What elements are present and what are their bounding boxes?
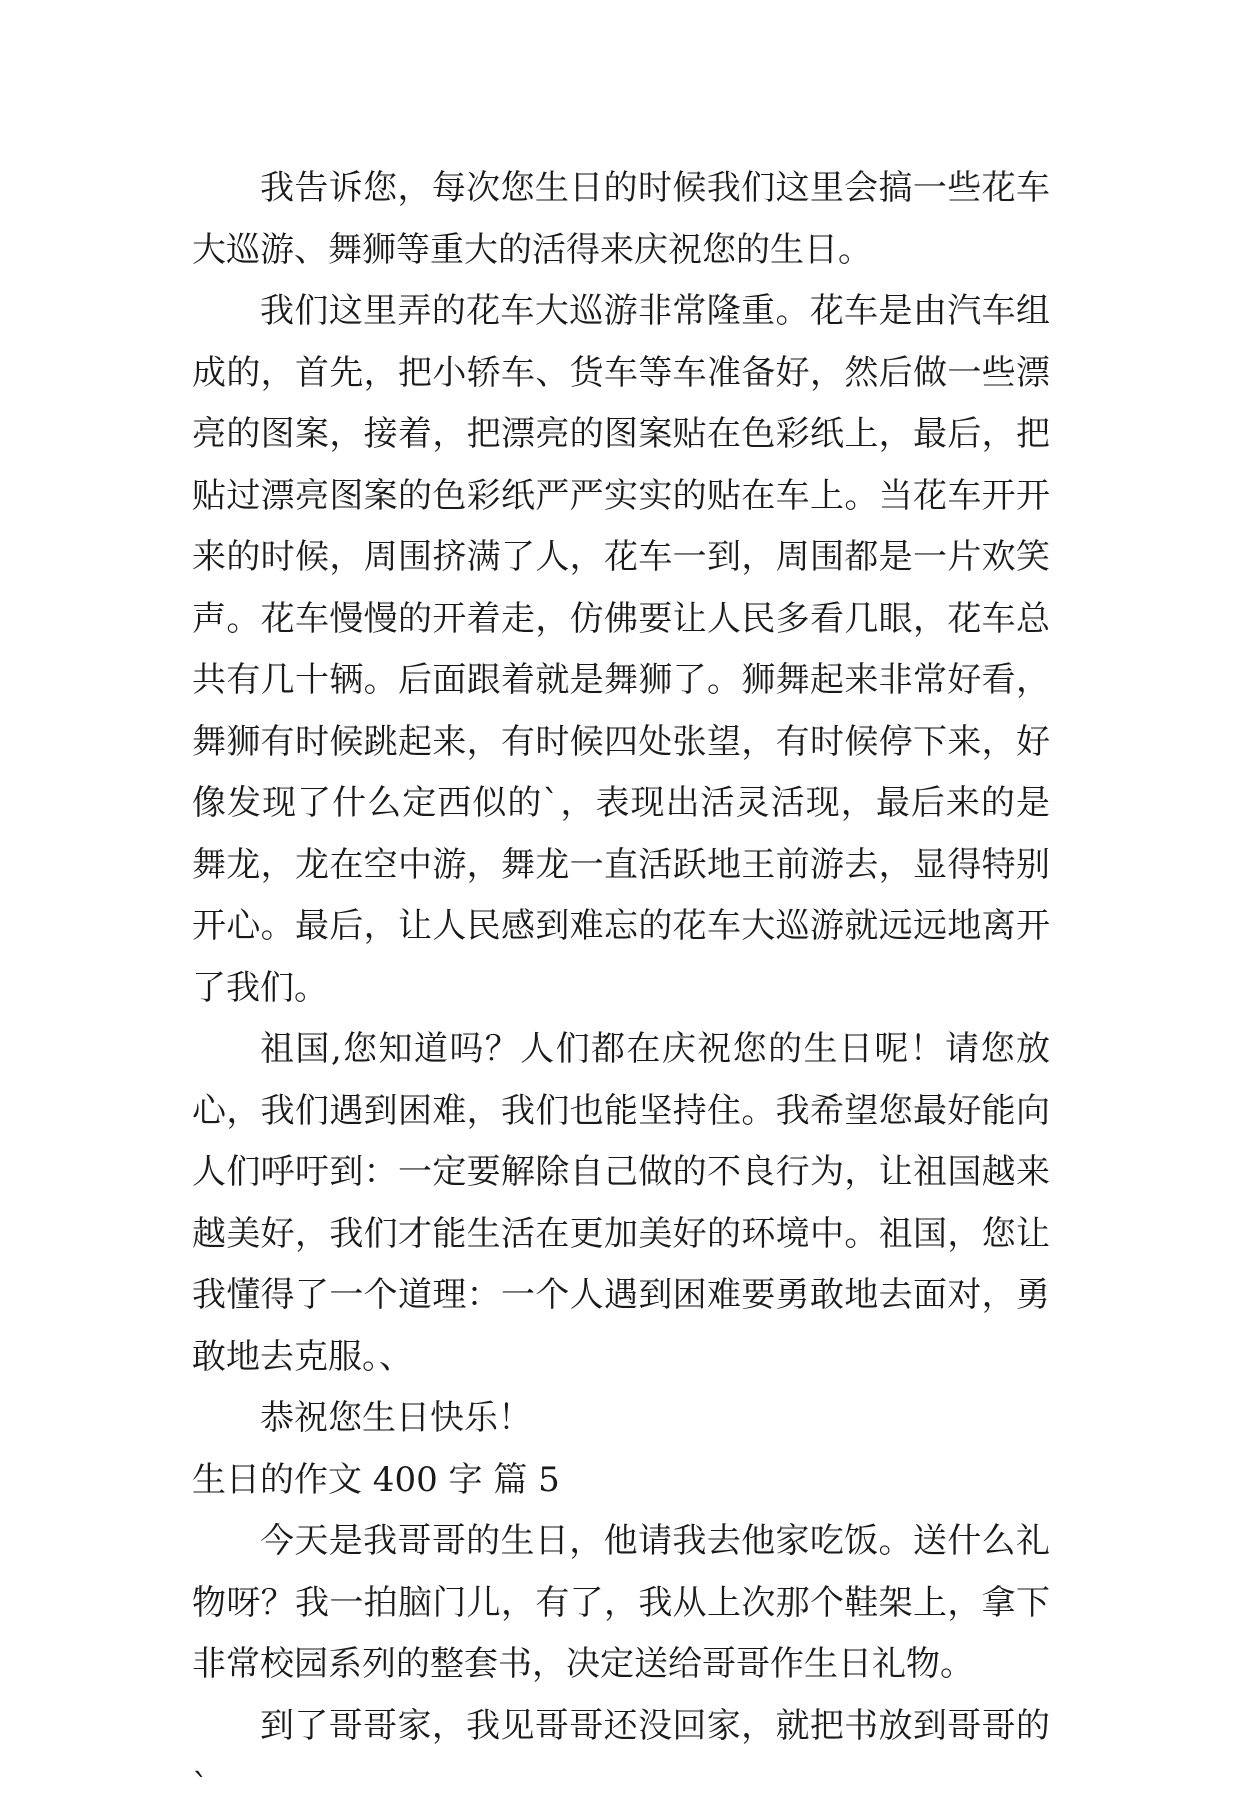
paragraph-3: 祖国,您知道吗？人们都在庆祝您的生日呢！请您放心，我们遇到困难，我们也能坚持住。我希望您最好能向人们呼吁到：一定要解除自己做的不良行为，让祖国越来越美好，我们才能生活在更加美好的环境中。祖国，您让我懂得了一个道理：一个人遇到困难要勇敢地去面对，勇敢地去克服。、 [192, 1029, 1050, 1377]
paragraph-5: 今天是我哥哥的生日，他请我去他家吃饭。送什么礼物呀？我一拍脑门儿，有了，我从上次那个鞋架上，拿下非常校园系列的整套书，决定送给哥哥作生日礼物。 [192, 1521, 1050, 1684]
document-body [192, 158, 1050, 1819]
paragraph-1: 我告诉您，每次您生日的时候我们这里会搞一些花车大巡游、舞狮等重大的活得来庆祝您的生日。 [192, 168, 1050, 270]
section-heading: 生日的作文 400 字 篇 5 [192, 1459, 560, 1500]
paragraph-4: 恭祝您生日快乐！ [260, 1398, 532, 1438]
paragraph-2: 我们这里弄的花车大巡游非常隆重。花车是由汽车组成的，首先，把小轿车、货车等车准备好，然后做一些漂亮的图案，接着，把漂亮的图案贴在色彩纸上，最后，把贴过漂亮图案的色彩纸严严实实的贴在车上。当花车开开来的时候，周围挤满了人，花车一到，周围都是一片欢笑声。花车慢慢的开着走，仿佛要让人民多看几眼，花车总共有几十辆。后面跟着就是舞狮了。狮舞起来非常好看，舞狮有时候跳起来，有时候四处张望，有时候停下来，好像发现了什么定西似的`，表现出活灵活现，最后来的是舞龙，龙在空中游，舞龙一直活跃地王前游去，显得特别开心。最后，让人民感到难忘的花车大巡游就远远地离开了我们。 [192, 291, 1050, 1008]
paragraph-6: 到了哥哥家，我见哥哥还没回家，就把书放到哥哥的` [192, 1705, 1050, 1807]
